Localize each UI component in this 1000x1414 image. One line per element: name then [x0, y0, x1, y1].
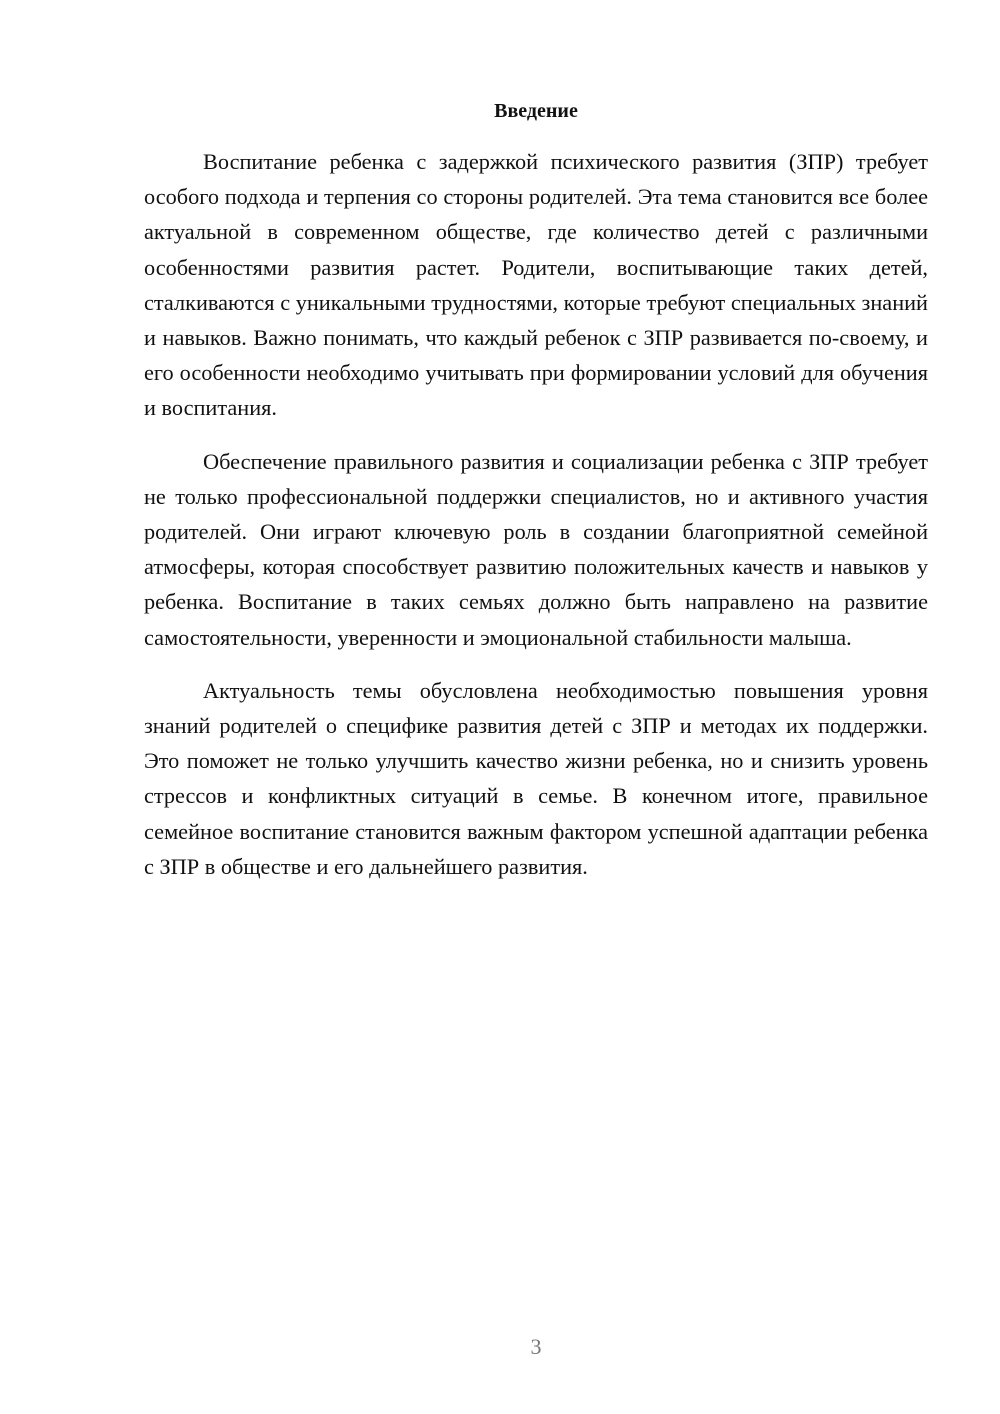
- body-text: [144, 144, 928, 902]
- paragraph-3: Актуальность темы обусловлена необходимостью повышения уровня знаний родителей о специфике развития детей с ЗПР и методах их поддержки. Это поможет не только улучшить качество жизни ребенка, но и снизить уровень стрессов и конфликтных ситуаций в семье. В конечном итоге, правильное семейное воспитание становится важным фактором успешной адаптации ребенка с ЗПР в обществе и его дальнейшего развития.: [144, 677, 928, 879]
- paragraph-2: Обеспечение правильного развития и социализации ребенка с ЗПР требует не только профессиональной поддержки специалистов, но и активного участия родителей. Они играют ключевую роль в создании благоприятной семейной атмосферы, которая способствует развитию положительных качеств и навыков у ребенка. Воспитание в таких семьях должно быть направлено на развитие самостоятельности, уверенности и эмоциональной стабильности малыша.: [144, 448, 928, 650]
- page-heading: Введение: [494, 100, 578, 122]
- page-number: 3: [530, 1334, 542, 1359]
- paragraph-1: Воспитание ребенка с задержкой психического развития (ЗПР) требует особого подхода и терпения со стороны родителей. Эта тема становится все более актуальной в современном обществе, где количество детей с различными особенностями развития растет. Родители, воспитывающие таких детей, сталкиваются с уникальными трудностями, которые требуют специальных знаний и навыков. Важно понимать, что каждый ребенок с ЗПР развивается по-своему, и его особенности необходимо учитывать при формировании условий для обучения и воспитания.: [144, 149, 928, 421]
